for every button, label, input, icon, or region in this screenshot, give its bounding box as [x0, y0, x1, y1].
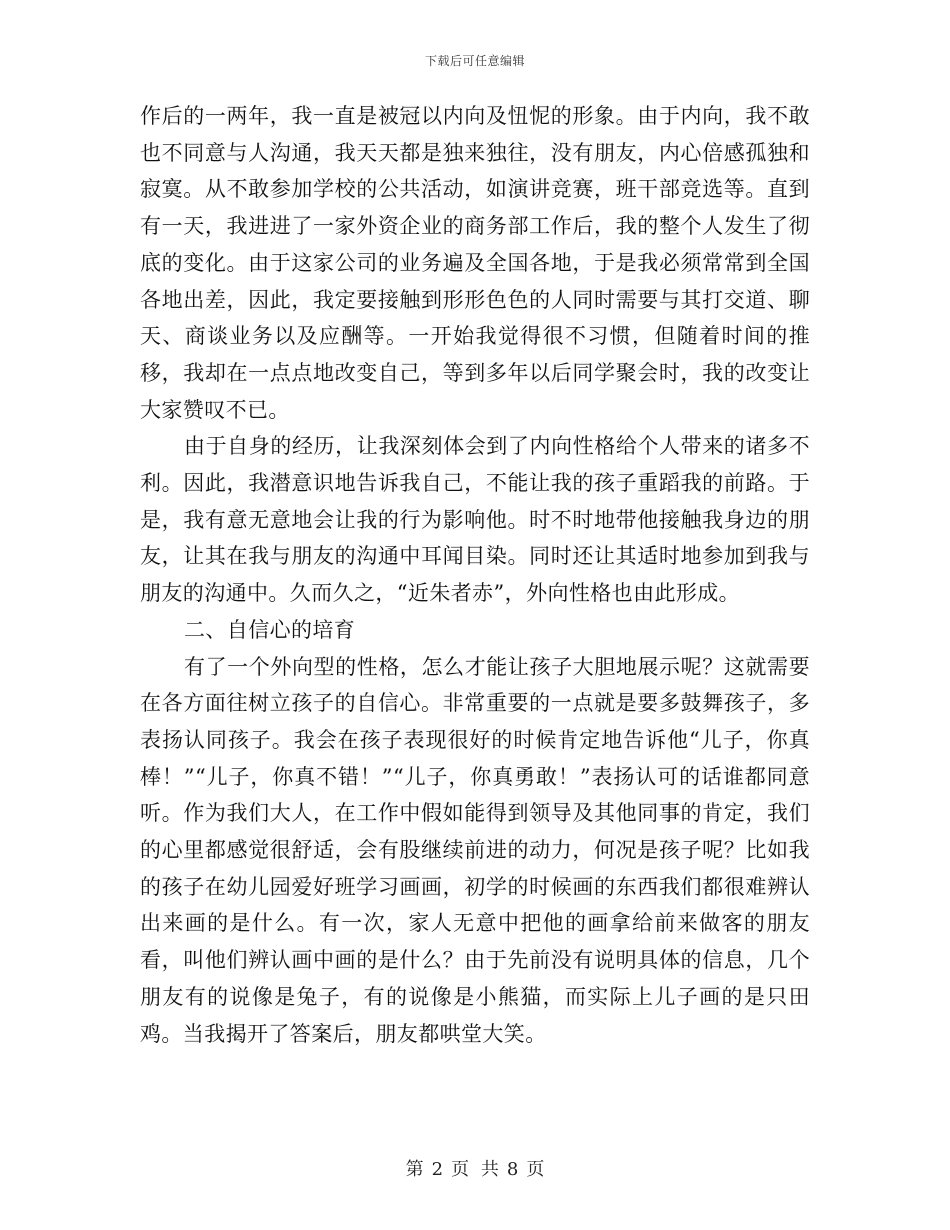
- paragraph-continued: 作后的一两年，我一直是被冠以内向及忸怩的形象。由于内向，我不敢也不同意与人沟通，我天天都是独来独往，没有朋友，内心倍感孤独和寂寞。从不敢参加学校的公共活动，如演讲竞赛，班干部竞选等。直到有一天，我进进了一家外资企业的商务部工作后，我的整个人发生了彻底的变化。由于这家公司的业务遍及全国各地，于是我必须常常到全国各地出差，因此，我定要接触到形形色色的人同时需要与其打交道、聊天、商谈业务以及应酬等。一开始我觉得很不习惯，但随着时间的推移，我却在一点点地改变自己，等到多年以后同学聚会时，我的改变让大家赞叹不已。: [140, 104, 810, 422]
- footer-middle: 页 共: [451, 1159, 499, 1180]
- page-header: 下载后可任意编辑: [424, 54, 525, 68]
- page-footer: [0, 1155, 950, 1181]
- paragraph-confidence: 有了一个外向型的性格，怎么才能让孩子大胆地展示呢？这就需要在各方面往树立孩子的自信心。非常重要的一点就是要多鼓舞孩子，多表扬认同孩子。我会在孩子表现很好的时候肯定地告诉他“儿子，你真棒！”“儿子，你真不错！”“儿子，你真勇敢！”表扬认可的话谁都同意听。作为我们大人，在工作中假如能得到领导及其他同事的肯定，我们的心里都感觉很舒适，会有股继续前进的动力，何况是孩子呢？比如我的孩子在幼儿园爱好班学习画画，初学的时候画的东西我们都很难辨认出来画的是什么。有一次，家人无意中把他的画拿给前来做客的朋友看，叫他们辨认画中画的是什么？由于先前没有说明具体的信息，几个朋友有的说像是兔子，有的说像是小熊猫，而实际上儿子画的是只田鸡。当我揭开了答案后，朋友都哄堂大笑。: [140, 654, 810, 1046]
- document-body: [140, 98, 810, 1052]
- section-heading-confidence: 二、自信心的培育: [184, 617, 356, 642]
- footer-suffix: 页: [526, 1159, 545, 1180]
- footer-prefix: 第: [405, 1159, 424, 1180]
- paragraph-own-experience: 由于自身的经历，让我深刻体会到了内向性格给个人带来的诸多不利。因此，我潜意识地告诉我自己，不能让我的孩子重蹈我的前路。于是，我有意无意地会让我的行为影响他。时不时地带他接触我身边的朋友，让其在我与朋友的沟通中耳闻目染。同时还让其适时地参加到我与朋友的沟通中。久而久之，“近朱者赤”，外向性格也由此形成。: [140, 434, 810, 606]
- footer-current-page: 2: [431, 1159, 444, 1180]
- footer-total-pages: 8: [506, 1159, 519, 1180]
